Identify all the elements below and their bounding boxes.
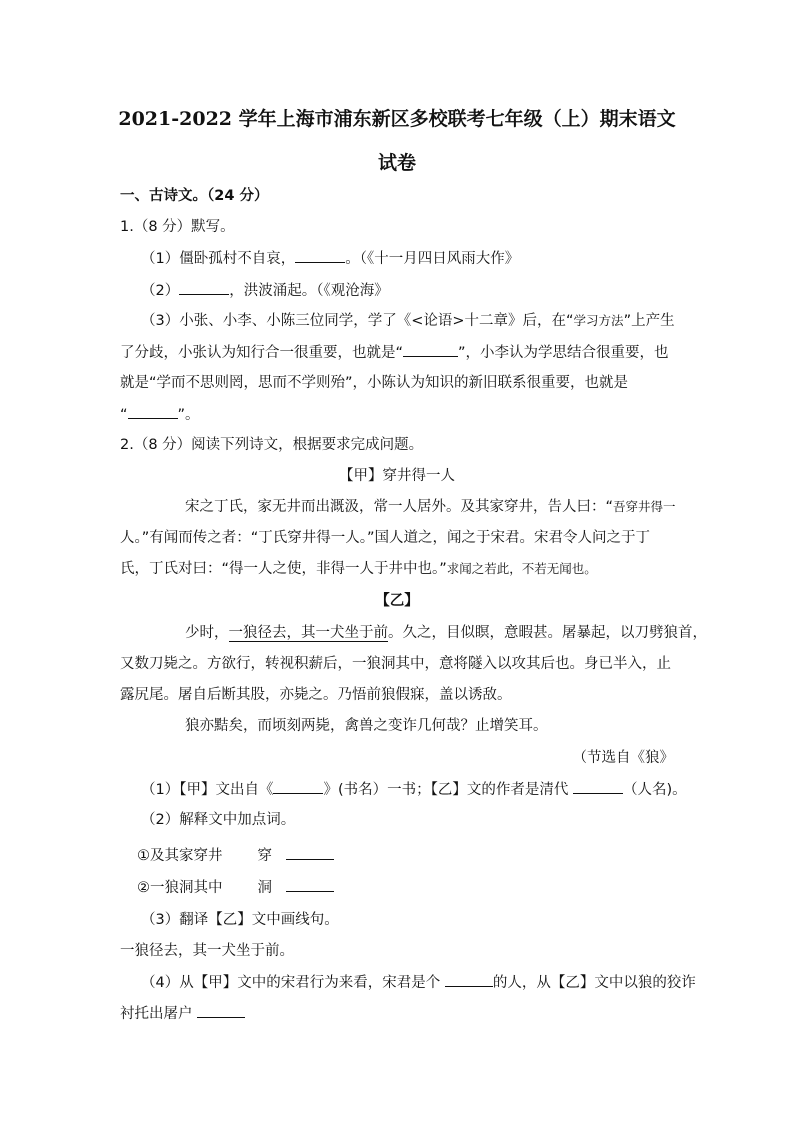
passage-jia-line2: 人。”有闻而传之者：“丁氏穿井得一人。”国人道之，闻之于宋君。宋君令人问之于丁 xyxy=(120,530,651,546)
section-heading: 一、古诗文。（24 分） xyxy=(120,188,269,204)
item-phrase: ②一狼洞其中 xyxy=(137,880,223,896)
q2-sub3-sentence: 一狼径去，其一犬坐于前。 xyxy=(120,943,294,959)
q1-part3-line1 xyxy=(141,311,675,331)
q2-sub2-item2 xyxy=(137,877,334,898)
quote-close: ”。 xyxy=(177,407,200,423)
exam-title-line2: 试卷 xyxy=(377,152,416,174)
passage-yi-line3: 露尻尾。屠自后断其股，亦毙之。乃悟前狼假寐，盖以诱敌。 xyxy=(120,687,512,703)
quote-open: “ xyxy=(120,407,128,423)
q1-part3-text: （3）小张、小李、小陈三位同学，学了《<论语>十二章》后，在“ xyxy=(141,313,574,329)
q1-part3-text: ”上产生 xyxy=(623,313,675,329)
q1-part1 xyxy=(141,248,519,269)
answer-blank[interactable] xyxy=(197,1003,245,1018)
answer-blank[interactable] xyxy=(445,972,493,987)
q1-part3-quoted: 学习方法 xyxy=(573,313,624,328)
answer-blank[interactable] xyxy=(286,845,334,860)
q2-sub2: （2）解释文中加点词。 xyxy=(141,812,296,828)
passage-text: 。久之，目似瞑，意暇甚。屠暴起，以刀劈狼首， xyxy=(388,625,707,641)
passage-yi-line2: 又数刀毙之。方欲行，转视积薪后，一狼洞其中，意将隧入以攻其后也。身已半入，止 xyxy=(120,656,671,672)
answer-blank[interactable] xyxy=(295,248,345,263)
q2-sub4-line1 xyxy=(141,972,696,993)
question-1-heading: 1.（8 分）默写。 xyxy=(120,219,235,235)
q2-sub1-text: 》(书名）一书；【乙】文的作者是清代 xyxy=(323,782,569,798)
passage-text: 宋之丁氏，家无井而出溉汲，常一人居外。及其家穿井，告人曰：“ xyxy=(185,499,614,515)
passage-text: 氏，丁氏对曰：“得一人之使，非得一人于井中也。” xyxy=(120,561,447,577)
q1-part1-source: 。（《十一月四日风雨大作》 xyxy=(345,251,520,267)
underlined-sentence: 一狼径去，其一犬坐于前 xyxy=(228,625,388,641)
answer-blank[interactable] xyxy=(179,280,229,295)
passage-text-small: 吾穿井得一 xyxy=(613,499,676,514)
q2-sub4-line2 xyxy=(120,1003,245,1024)
q1-part3-text: 了分歧，小张认为知行合一很重要，也就是“ xyxy=(120,345,404,361)
passage-text: 少时， xyxy=(185,625,229,641)
passage-yi-title: 【乙】 xyxy=(375,593,419,609)
item-word: 穿 xyxy=(257,848,272,864)
item-word: 洞 xyxy=(257,880,272,896)
answer-blank[interactable] xyxy=(403,342,458,357)
q1-part1-text: （1）僵卧孤村不自哀， xyxy=(141,251,296,267)
passage-jia-line3 xyxy=(120,559,597,579)
exam-title-line1: 2021-2022 学年上海市浦东新区多校联考七年级（上）期末语文 xyxy=(118,108,676,130)
q2-sub1-text: （1）【甲】文出自《 xyxy=(141,782,274,798)
q1-part3-line2 xyxy=(120,342,669,363)
answer-blank[interactable] xyxy=(573,779,623,794)
q2-sub3: （3）翻译【乙】文中画线句。 xyxy=(141,912,339,928)
q2-sub4-text: 衬托出屠户 xyxy=(120,1006,193,1022)
q2-sub4-text: （4）从【甲】文中的宋君行为来看，宋君是个 xyxy=(141,975,441,991)
passage-jia-title: 【甲】穿井得一人 xyxy=(339,468,455,484)
q1-part2-label: （2） xyxy=(141,283,180,299)
q1-part3-line4 xyxy=(120,404,200,425)
passage-text-small: 求闻之若此，不若无闻也。 xyxy=(446,561,597,576)
item-phrase: ①及其家穿井 xyxy=(137,848,223,864)
question-2-heading: 2.（8 分）阅读下列诗文，根据要求完成问题。 xyxy=(120,437,424,453)
answer-blank[interactable] xyxy=(273,779,323,794)
answer-blank[interactable] xyxy=(128,404,178,419)
q2-sub2-item1 xyxy=(137,845,334,866)
q2-sub1-text: （人名)。 xyxy=(623,782,687,798)
passage-yi-line4: 狼亦黠矣，而顷刻两毙，禽兽之变诈几何哉？止增笑耳。 xyxy=(185,718,548,734)
q1-part2-text: ，洪波涌起。（《观沧海》 xyxy=(229,283,389,299)
q2-sub1 xyxy=(141,779,687,800)
q1-part3-text: ”，小李认为学思结合很重要，也 xyxy=(458,345,669,361)
q2-sub4-text: 的人，从【乙】文中以狼的狡诈 xyxy=(492,975,696,991)
passage-yi-line1 xyxy=(185,623,707,643)
answer-blank[interactable] xyxy=(286,877,334,892)
q1-part3-line3: 就是“学而不思则罔，思而不学则殆”，小陈认为知识的新旧联系很重要，也就是 xyxy=(120,375,629,391)
q1-part2 xyxy=(141,280,389,301)
passage-jia-line1 xyxy=(185,497,676,517)
passage-source: （节选自《狼》 xyxy=(572,750,674,766)
